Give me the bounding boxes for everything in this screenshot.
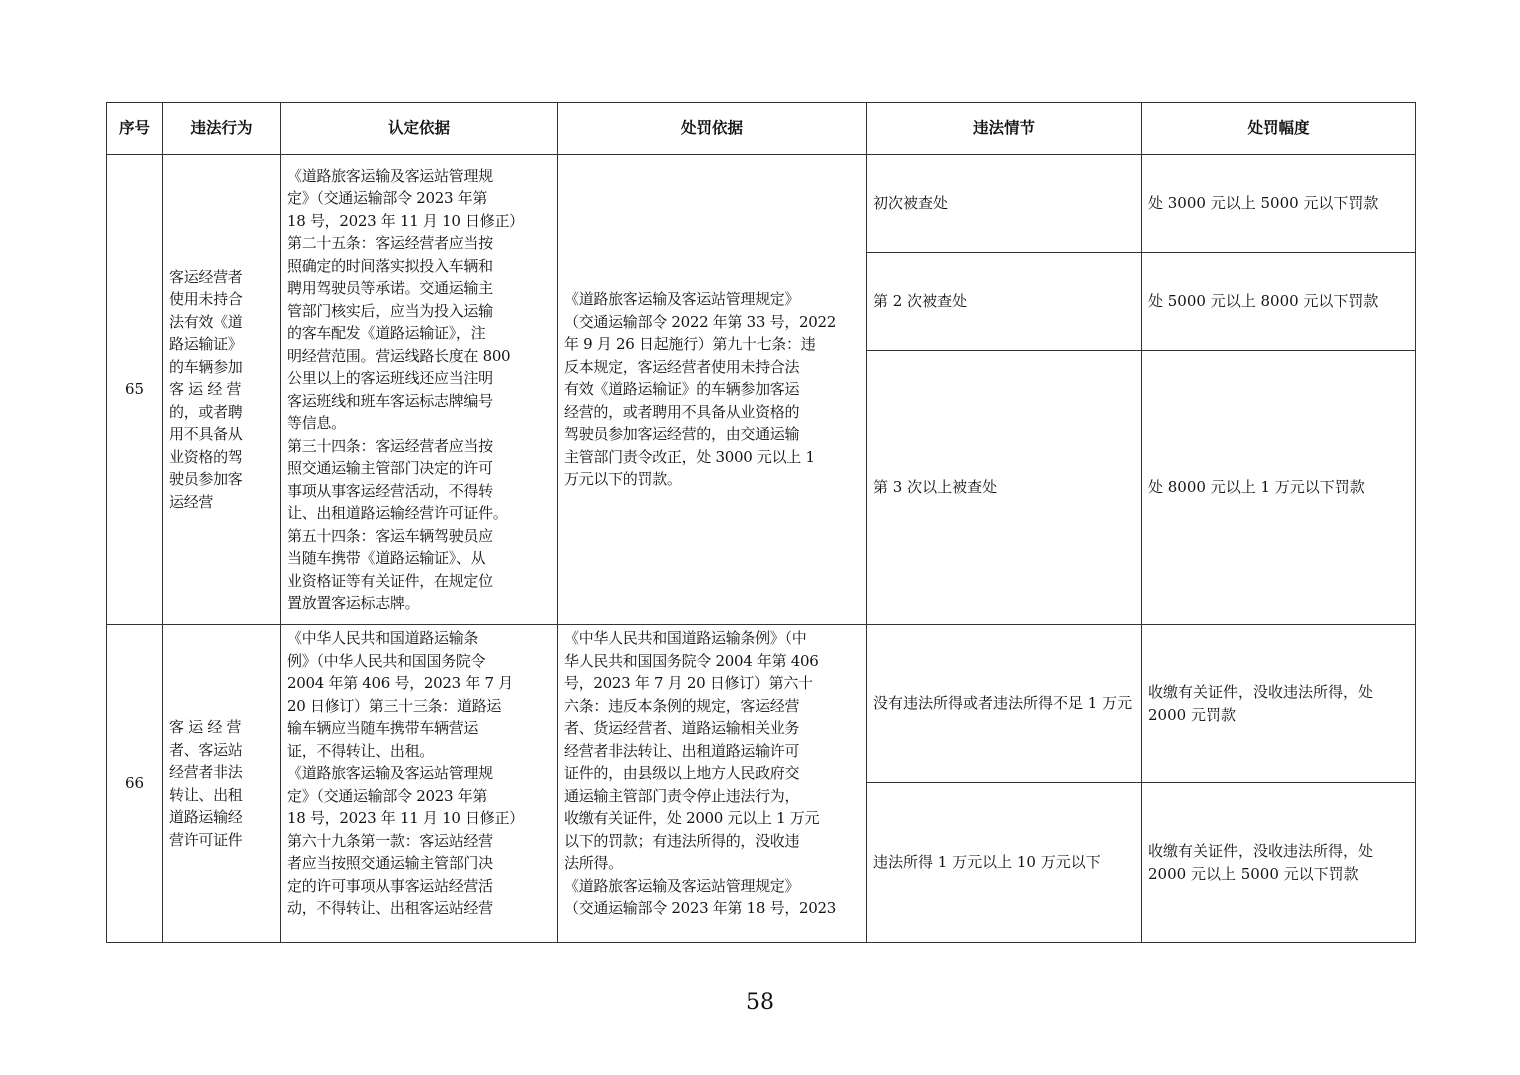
header-behavior: 违法行为 xyxy=(163,103,281,155)
row-number: 66 xyxy=(107,625,163,943)
penalty-range-cell: 处 3000 元以上 5000 元以下罚款 xyxy=(1142,155,1416,253)
circumstance-cell: 初次被查处 xyxy=(867,155,1142,253)
determination-basis: 《中华人民共和国道路运输条 例》（中华人民共和国国务院令 2004 年第 406 号，2023 年 7 月 20 日修订）第三十三条：道路运 输车辆应当随车携带车辆营运 证，不得转让、出租。 《道路旅客运输及客运站管理规 定》（交通运输部令 2023 年第 18 号，2023 年 11 月 10 日修正） 第六十九条第一款：客运站经营 者应当按照交通运输主管部门决 定的许可事项从事客运站经营活 动，不得转让、出租客运站经营 xyxy=(281,625,558,943)
circumstance-cell: 违法所得 1 万元以上 10 万元以下 xyxy=(867,783,1142,943)
determination-basis: 《道路旅客运输及客运站管理规 定》（交通运输部令 2023 年第 18 号，2023 年 11 月 10 日修正） 第二十五条：客运经营者应当按 照确定的时间落实拟投入车辆和 聘用驾驶员等承诺。交通运输主 管部门核实后，应当为投入运输 的客车配发《道路运输证》，注 明经营范围。营运线路长度在 800 公里以上的客运班线还应当注明 客运班线和班车客运标志牌编号 等信息。 第三十四条：客运经营者应当按 照交通运输主管部门决定的许可 事项从事客运经营活动，不得转 让、出租道路运输经营许可证件。 第五十四条：客运车辆驾驶员应 当随车携带《道路运输证》、从 业资格证等有关证件，在规定位 置放置客运标志牌。 xyxy=(281,155,558,625)
violation-behavior: 客 运 经 营 者、客运站 经营者非法 转让、出租 道路运输经 营许可证件 xyxy=(163,625,281,943)
circumstance-cell: 第 3 次以上被查处 xyxy=(867,351,1142,625)
penalty-range-cell: 处 5000 元以上 8000 元以下罚款 xyxy=(1142,253,1416,351)
penalty-table xyxy=(106,102,1416,943)
row-number: 65 xyxy=(107,155,163,625)
circumstance-cell: 没有违法所得或者违法所得不足 1 万元 xyxy=(867,625,1142,783)
violation-behavior: 客运经营者 使用未持合 法有效《道 路运输证》 的车辆参加 客 运 经 营 的，或者聘 用不具备从 业资格的驾 驶员参加客 运经营 xyxy=(163,155,281,625)
table-row xyxy=(107,625,1416,783)
table-row xyxy=(107,155,1416,253)
header-circumstances: 违法情节 xyxy=(867,103,1142,155)
penalty-basis: 《中华人民共和国道路运输条例》（中 华人民共和国国务院令 2004 年第 406 号，2023 年 7 月 20 日修订）第六十 六条：违反本条例的规定，客运经营 者、货运经营者、道路运输相关业务 经营者非法转让、出租道路运输许可 证件的，由县级以上地方人民政府交 通运输主管部门责令停止违法行为， 收缴有关证件，处 2000 元以上 1 万元 以下的罚款；有违法所得的，没收违 法所得。 《道路旅客运输及客运站管理规定》 （交通运输部令 2023 年第 18 号，2023 xyxy=(558,625,867,943)
penalty-basis: 《道路旅客运输及客运站管理规定》 （交通运输部令 2022 年第 33 号，2022 年 9 月 26 日起施行）第九十七条：违 反本规定，客运经营者使用未持合法 有效《道路运输证》的车辆参加客运 经营的，或者聘用不具备从业资格的 驾驶员参加客运经营的，由交通运输 主管部门责令改正，处 3000 元以上 1 万元以下的罚款。 xyxy=(558,155,867,625)
header-row xyxy=(107,103,1416,155)
circumstance-cell: 第 2 次被查处 xyxy=(867,253,1142,351)
penalty-range-cell: 收缴有关证件，没收违法所得，处 2000 元罚款 xyxy=(1142,625,1416,783)
header-no: 序号 xyxy=(107,103,163,155)
penalty-range-cell: 收缴有关证件，没收违法所得，处 2000 元以上 5000 元以下罚款 xyxy=(1142,783,1416,943)
penalty-range-cell: 处 8000 元以上 1 万元以下罚款 xyxy=(1142,351,1416,625)
header-penalty-range: 处罚幅度 xyxy=(1142,103,1416,155)
header-penalty-basis: 处罚依据 xyxy=(558,103,867,155)
page-number: 58 xyxy=(746,990,774,1015)
header-basis: 认定依据 xyxy=(281,103,558,155)
